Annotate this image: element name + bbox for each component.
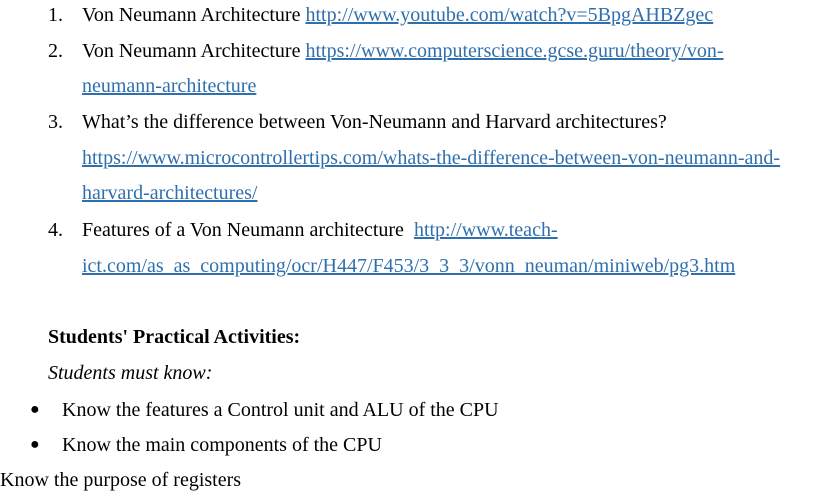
ref-title-1: Von Neumann Architecture [82,4,301,26]
ref-item-1 [82,2,713,28]
ref-link-4-part2[interactable]: ict.com/as_as_computing/ocr/H447/F453/3_3_3/vonn_neuman/miniweb/pg3.htm [82,255,736,277]
ref-item-3-url2 [82,180,257,206]
activities-subheading: Students must know: [48,362,213,384]
activities-heading: Students' Practical Activities: [48,326,301,348]
ref-title-4: Features of a Von Neumann architecture [82,219,404,241]
ref-item-2 [82,38,724,64]
bullet-item-2: Know the main components of the CPU [62,434,382,456]
bullet-icon: ● [30,436,40,453]
ref-link-3-part2[interactable]: harvard-architectures/ [82,182,258,204]
ref-number-2: 2. [48,40,63,62]
ref-title-3: What’s the difference between Von-Neumann and Harvard architectures? [82,111,667,133]
ref-item-4-cont [82,253,735,279]
ref-number-1: 1. [48,4,63,26]
trailing-text: Know the purpose of registers [0,469,242,491]
bullet-item-1: Know the features a Control unit and ALU of the CPU [62,399,499,421]
bullet-icon: ● [30,401,40,418]
ref-link-4-part1[interactable]: http://www.teach- [413,219,558,241]
ref-link-1[interactable]: http://www.youtube.com/watch?v=5BpgAHBZgec [305,4,714,26]
ref-link-2-part1[interactable]: https://www.computerscience.gcse.guru/theory/von- [305,40,724,62]
ref-number-4: 4. [48,219,63,241]
ref-item-3-url1 [82,145,780,171]
ref-item-4 [82,217,558,243]
ref-title-2: Von Neumann Architecture [82,40,301,62]
ref-item-2-cont [82,73,256,99]
ref-link-2-part2[interactable]: neumann-architecture [82,75,257,97]
ref-number-3: 3. [48,111,63,133]
ref-link-3-part1[interactable]: https://www.microcontrollertips.com/whats-the-difference-between-von-neumann-and- [82,147,781,169]
